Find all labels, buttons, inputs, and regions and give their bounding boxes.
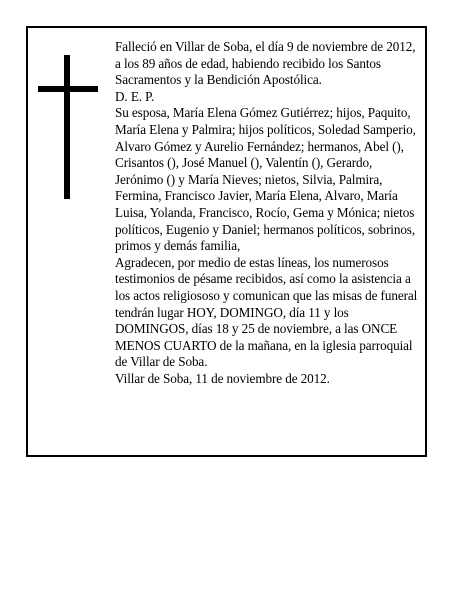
rest-in-peace: D. E. P. <box>115 88 155 104</box>
cross-icon <box>38 55 98 199</box>
cross-vertical-bar <box>64 55 70 199</box>
acknowledgement-and-mass-schedule: Agradecen, por medio de estas líneas, los numerosos testimonios de pésame recibidos, así como la asistencia a los actos religiososo y comunican que las misas de funeral tendrán lugar HOY, DOMINGO, día 11 y los DOMINGOS, días 18 y 25 de noviembre, a las ONCE MENOS CUARTO de la mañana, en la iglesia parroquial de Villar de Soba. <box>115 254 418 370</box>
notice-text <box>115 39 420 387</box>
obituary-notice <box>26 26 427 457</box>
family-list: Su esposa, María Elena Gómez Gutiérrez; hijos, Paquito, María Elena y Palmira; hijos políticos, Soledad Samperio, Alvaro Gómez y Aurelio Fernández; hermanos, Abel (), Crisantos (), José Manuel (), Valentín (), Gerardo, Jerónimo () y María Nieves; nietos, Silvia, Palmira, Fermina, Francisco Javier, María Elena, Alvaro, María Luisa, Yolanda, Francisco, Rocío, Gema y Mónica; nietos políticos, Eugenio y Daniel; hermanos políticos, sobrinos, primos y demás familia, <box>115 105 416 254</box>
death-announcement: Falleció en Villar de Soba, el día 9 de noviembre de 2012, a los 89 años de edad, habiendo recibido los Santos Sacramentos y la Bendición Apostólica. <box>115 39 416 88</box>
place-and-date: Villar de Soba, 11 de noviembre de 2012. <box>115 370 330 386</box>
cross-horizontal-bar <box>38 86 98 92</box>
